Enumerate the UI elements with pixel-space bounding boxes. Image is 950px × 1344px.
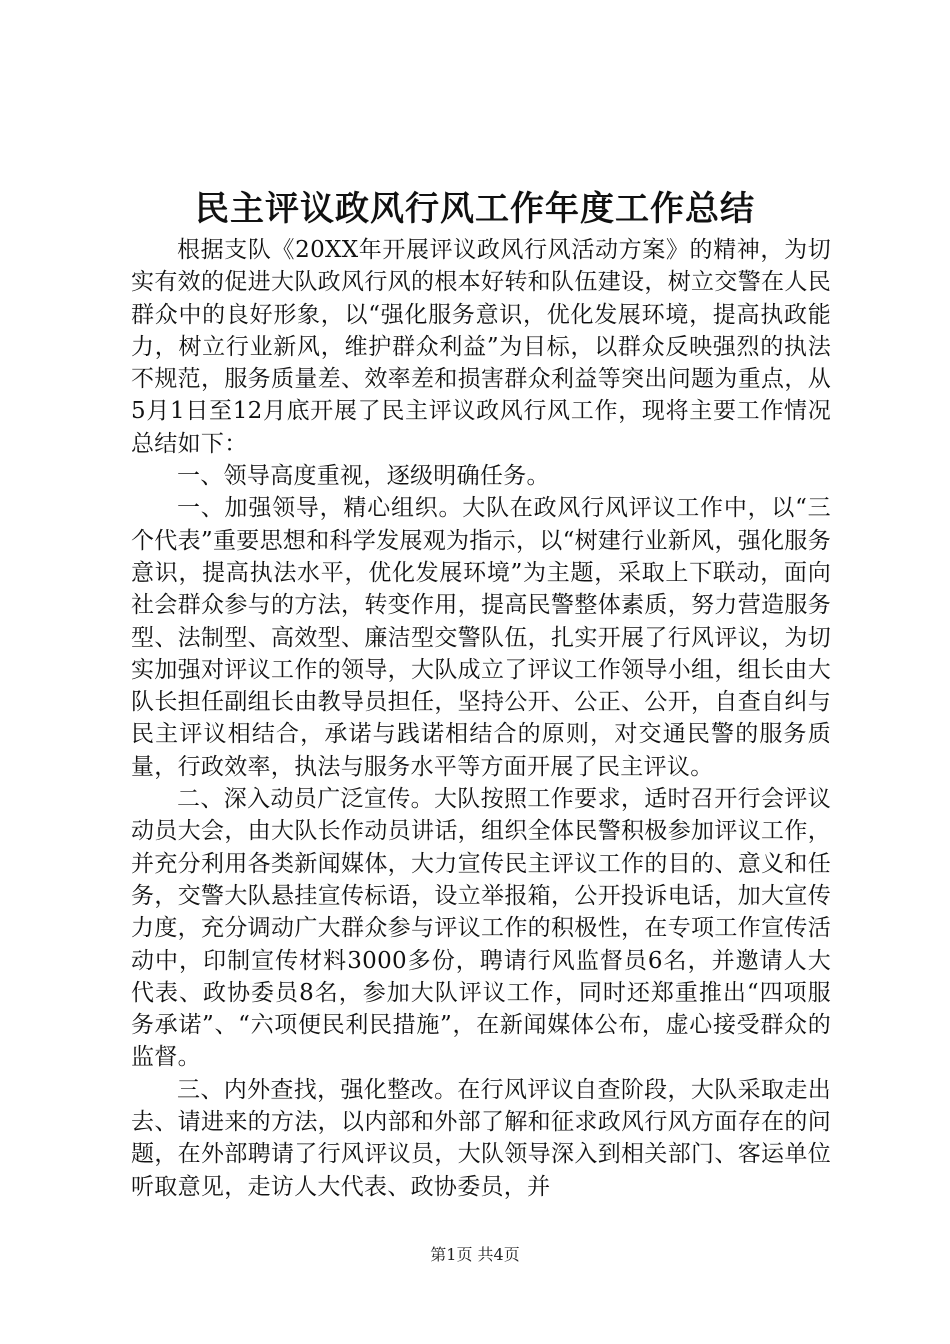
paragraph-leadership: 一、加强领导，精心组织。大队在政风行风评议工作中，以“三个代表”重要思想和科学发展观为指示，以“树建行业新风，强化服务意识，提高执法水平，优化发展环境”为主题，采取上下联动，面向社会群众参与的方法，转变作用，提高民警整体素质，努力营造服务型、法制型、高效型、廉洁型交警队伍，扎实开展了行风评议，为切实加强对评议工作的领导，大队成立了评议工作领导小组，组长由大队长担任副组长由教导员担任，坚持公开、公正、公开，自查自纠与民主评议相结合，承诺与践诺相结合的原则，对交通民警的服务质量，行政效率，执法与服务水平等方面开展了民主评议。 — [131, 495, 831, 780]
paragraph-rectification: 三、内外查找，强化整改。在行风评议自查阶段，大队采取走出去、请进来的方法，以内部和外部了解和征求政风行风方面存在的问题，在外部聘请了行风评议员，大队领导深入到相关部门、客运单位听取意见，走访人大代表、政协委员，并 — [131, 1076, 831, 1200]
paragraph-intro: 根据支队《20XX年开展评议政风行风活动方案》的精神，为切实有效的促进大队政风行风的根本好转和队伍建设，树立交警在人民群众中的良好形象，以“强化服务意识，优化发展环境，提高执政能力，树立行业新风，维护群众利益”为目标，以群众反映强烈的执法不规范，服务质量差、效率差和损害群众利益等突出问题为重点，从5月1日至12月底开展了民主评议政风行风工作，现将主要工作情况总结如下： — [131, 237, 831, 457]
paragraph-publicity: 二、深入动员广泛宣传。大队按照工作要求，适时召开行会评议动员大会，由大队长作动员讲话，组织全体民警积极参加评议工作，并充分利用各类新闻媒体，大力宣传民主评议工作的目的、意义和任务，交警大队悬挂宣传标语，设立举报箱，公开投诉电话，加大宣传力度，充分调动广大群众参与评议工作的积极性，在专项工作宣传活动中，印制宣传材料3000多份，聘请行风监督员6名，并邀请人大代表、政协委员8名，参加大队评议工作，同时还郑重推出“四项服务承诺”、“六项便民利民措施”，在新闻媒体公布，虚心接受群众的监督。 — [131, 786, 831, 1071]
section-heading-1: 一、领导高度重视，逐级明确任务。 — [177, 463, 550, 490]
document-title: 民主评议政风行风工作年度工作总结 — [195, 189, 755, 229]
document-body — [131, 234, 831, 1203]
page-number-footer: 第1页 共4页 — [430, 1245, 520, 1264]
